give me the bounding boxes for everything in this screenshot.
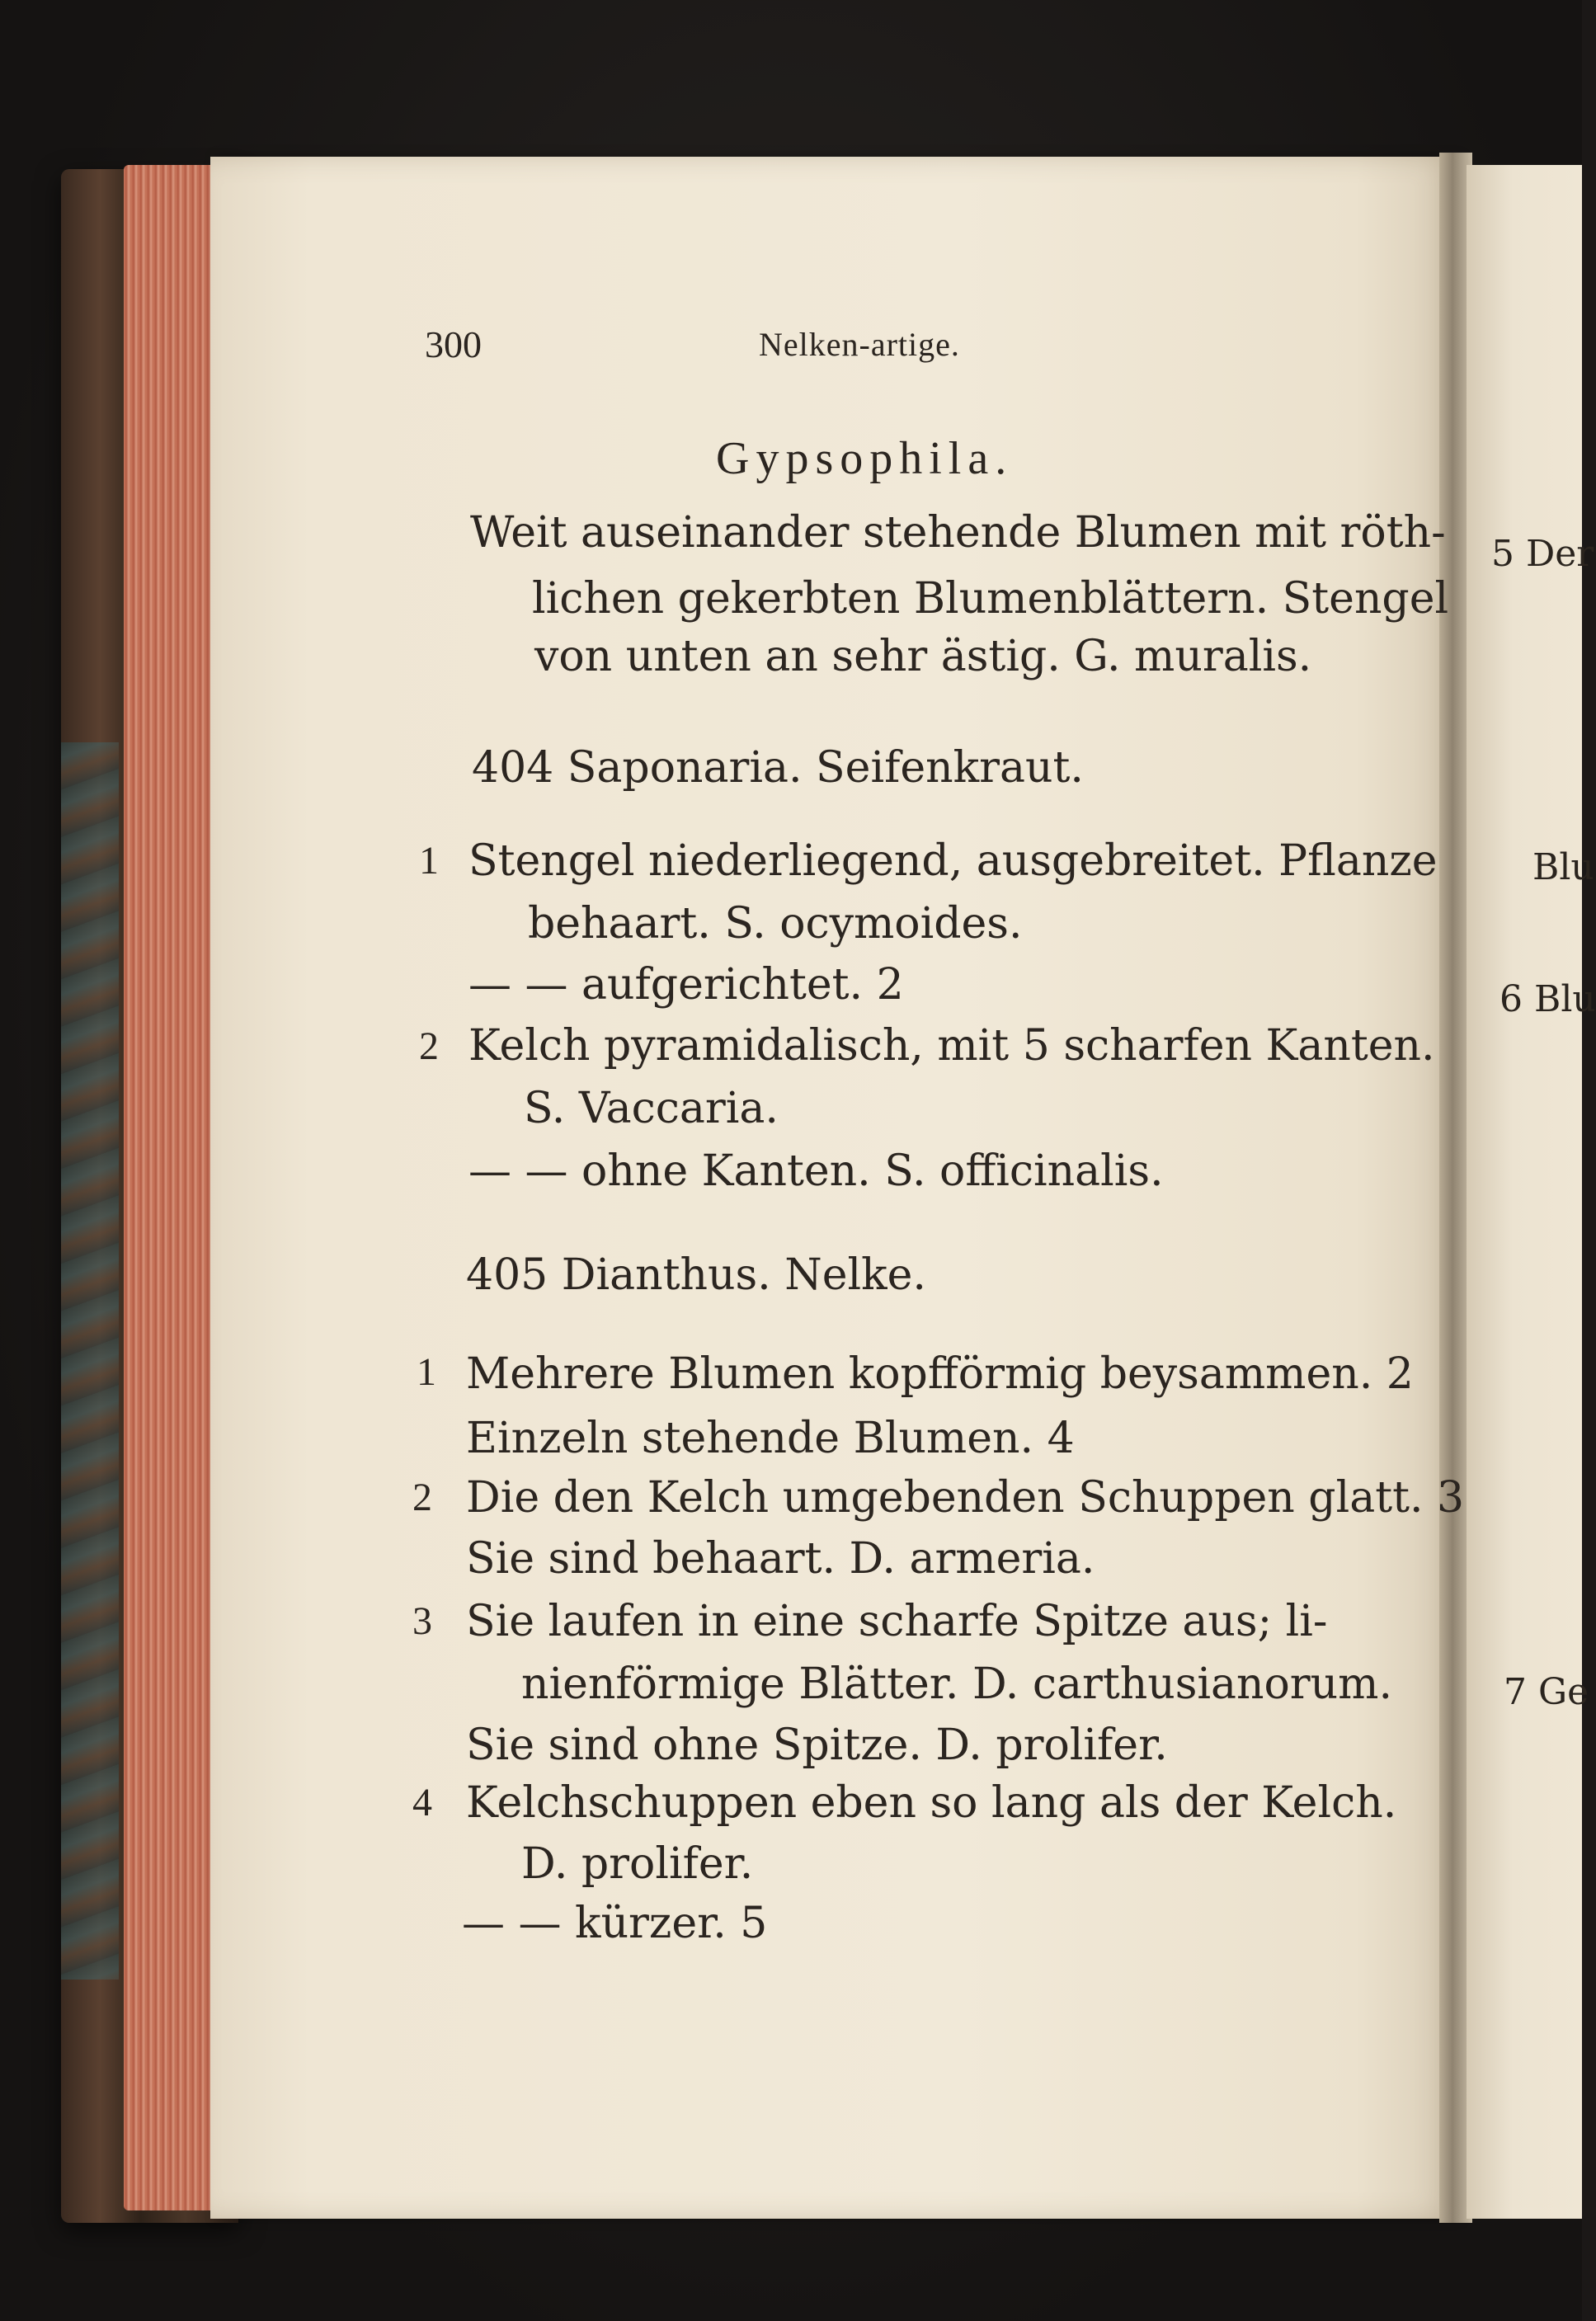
entry-number: 2 [419,1024,439,1068]
text-line: von unten an sehr ästig. G. muralis. [534,632,1312,681]
right-fragment: Blu [1532,846,1594,888]
text-line: Die den Kelch umgebenden Schuppen glatt. 3 [466,1473,1465,1523]
entry-number: 2 [412,1476,432,1519]
running-title: Nelken-artige. [759,326,960,363]
text-line: Kelchschuppen eben so lang als der Kelch. [466,1778,1397,1828]
text-line: Einzeln stehende Blumen. 4 [466,1414,1075,1463]
marbled-cover [61,742,119,1980]
text-line: Mehrere Blumen kopfförmig beysammen. 2 [466,1349,1414,1399]
entry-number: 1 [417,1350,436,1394]
entry-number: 4 [412,1781,432,1824]
genus-title: Gypsophila. [716,433,1014,484]
right-page [1467,165,1596,2219]
text-line: Stengel niederliegend, ausgebreitet. Pflanze [468,836,1438,886]
section-heading: 405 Dianthus. Nelke. [466,1250,926,1300]
page-number: 300 [425,323,482,365]
entry-number: 3 [412,1599,432,1643]
text-line: D. prolifer. [521,1839,754,1889]
text-line: — — kürzer. 5 [462,1899,768,1948]
section-heading: 404 Saponaria. Seifenkraut. [472,743,1084,793]
text-line: behaart. S. ocymoides. [528,899,1023,949]
text-line: Weit auseinander stehende Blumen mit röth- [470,508,1446,558]
text-line: nienförmige Blätter. D. carthusianorum. [521,1660,1392,1709]
right-fragment: 5 Der [1491,533,1594,575]
text-line: Sie sind behaart. D. armeria. [466,1534,1095,1584]
right-fragment: 7 Ge [1504,1671,1589,1713]
text-line: — — aufgerichtet. 2 [468,960,904,1010]
text-line: lichen gekerbten Blumenblättern. Stengel [532,574,1449,624]
text-line: Kelch pyramidalisch, mit 5 scharfen Kanten. [468,1021,1435,1071]
text-line: Sie laufen in eine scharfe Spitze aus; li- [466,1597,1328,1646]
text-line: Sie sind ohne Spitze. D. prolifer. [466,1721,1168,1770]
text-line: S. Vaccaria. [524,1084,779,1133]
right-fragment: 6 Blu [1499,978,1596,1020]
entry-number: 1 [419,839,439,883]
text-line: — — ohne Kanten. S. officinalis. [468,1146,1164,1196]
